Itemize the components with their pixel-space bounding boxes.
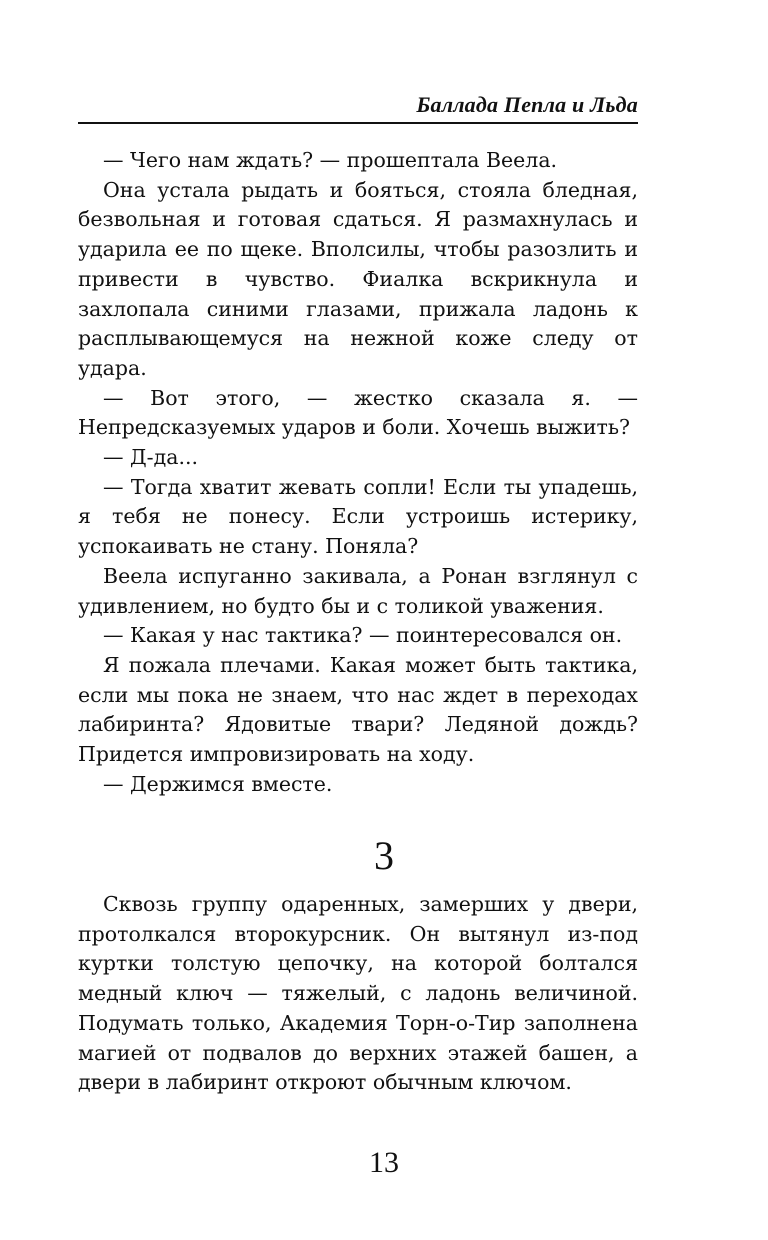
paragraph: Сквозь группу одаренных, замерших у двери, протолкался второкурсник. Он вытянул из-под куртки толстую цепочку, на которой болтался медный ключ — тяжелый, с ладонь величиной. Подумать только, Академия Торн-о-Тир заполнена магией от подвалов до верхних этажей башен, а двери в лабиринт откроют обычным ключом. <box>78 892 638 1095</box>
text-section-2 <box>78 890 638 1098</box>
chapter-number: 3 <box>374 833 394 878</box>
text-section-1 <box>78 146 638 799</box>
paragraph: — Тогда хватит жевать сопли! Если ты упадешь, я тебя не понесу. Если устроишь истерику, успокаивать не стану. Поняла? <box>78 474 638 559</box>
paragraph: Она устала рыдать и бояться, стояла бледная, безвольная и готовая сдаться. Я размахнулась и ударила ее по щеке. Вполсилы, чтобы разозлить и привести в чувство. Фиалка вскрикнула и захлопала синими глазами, прижала ладонь к расплывающемуся на нежной коже следу от удара. <box>78 177 638 380</box>
header-rule <box>78 122 638 124</box>
paragraph: — Д-да... <box>103 445 199 470</box>
paragraph: — Чего нам ждать? — прошептала Веела. <box>103 148 558 172</box>
paragraph: — Какая у нас тактика? — поинтересовался он. <box>103 623 623 648</box>
paragraph: Я пожала плечами. Какая может быть тактика, если мы пока не знаем, что нас ждет в переходах лабиринта? Ядовитые твари? Ледяной дождь? Придется импровизировать на ходу. <box>78 652 638 767</box>
paragraph: — Вот этого, — жестко сказала я. — Непредсказуемых ударов и боли. Хочешь выжить? <box>78 385 638 440</box>
running-title: Баллада Пепла и Льда <box>416 92 638 117</box>
paragraph: Веела испуганно закивала, а Ронан взглянул с удивлением, но будто бы и с толикой уважения. <box>78 563 638 618</box>
paragraph: — Держимся вместе. <box>103 771 333 796</box>
page-number: 13 <box>369 1146 399 1179</box>
